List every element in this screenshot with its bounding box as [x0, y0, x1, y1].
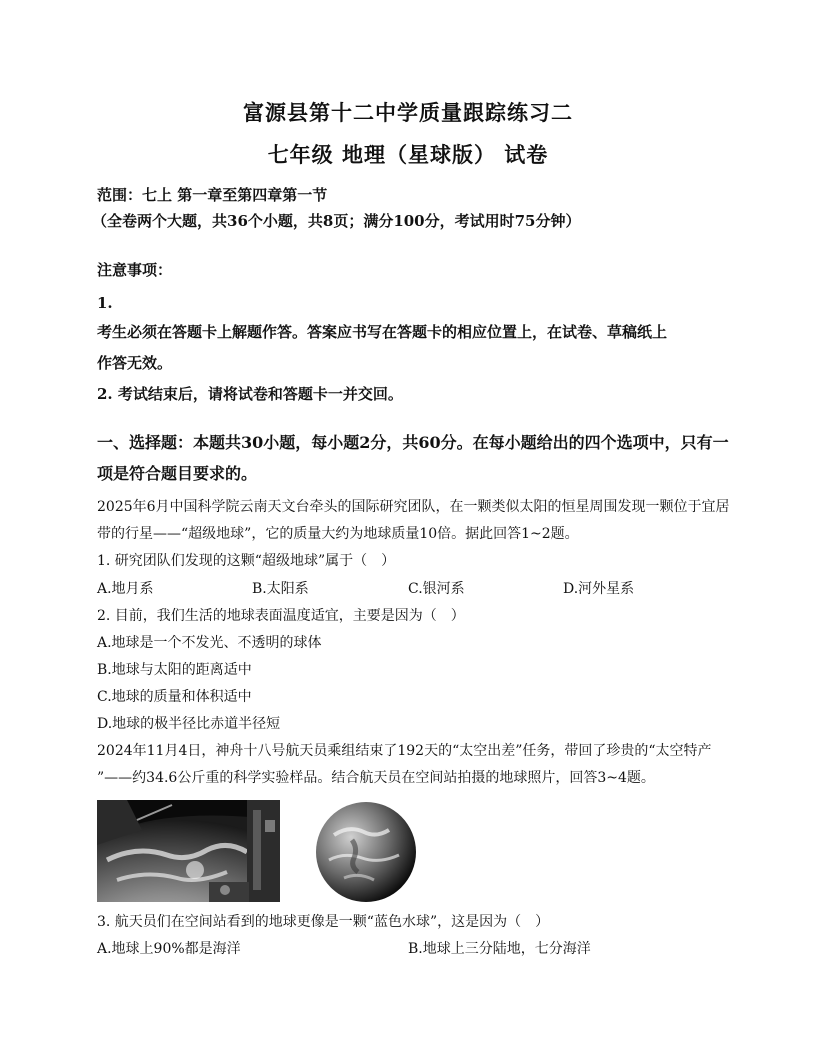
passage-1-line-1: 2025年6月中国科学院云南天文台牵头的国际研究团队，在一颗类似太阳的恒星周围发现一颗位于宜居 [97, 499, 730, 515]
question-2-stem: 2. 目前，我们生活的地球表面温度适宜，主要是因为（ ） [97, 608, 465, 624]
earth-globe-photo [314, 800, 419, 905]
exam-title: 富源县第十二中学质量跟踪练习二 [243, 100, 573, 125]
note-item-1-line-1: 考生必须在答题卡上解题作答。答案应书写在答题卡的相应位置上，在试卷、草稿纸上 [97, 323, 668, 341]
question-1-stem: 1. 研究团队们发现的这颗“超级地球”属于（ ） [97, 553, 396, 569]
question-3-option-a: A.地球上90%都是海洋 [97, 941, 241, 957]
space-station-earth-photo [97, 800, 280, 902]
note-item-2: 2. 考试结束后，请将试卷和答题卡一并交回。 [97, 385, 403, 403]
exam-subtitle: 七年级 地理（星球版） 试卷 [267, 142, 549, 167]
passage-1-line-2: 带的行星——“超级地球”，它的质量大约为地球质量10倍。据此回答1~2题。 [97, 526, 579, 542]
question-1-option-b: B.太阳系 [252, 581, 309, 597]
scope-line: 范围：七上 第一章至第四章第一节 [97, 186, 328, 204]
question-2-option-c: C.地球的质量和体积适中 [97, 689, 252, 705]
question-1-option-a: A.地月系 [97, 581, 154, 597]
note-item-1-number: 1. [97, 294, 113, 312]
exam-info-line: （全卷两个大题，共36个小题，共8页；满分100分，考试用时75分钟） [92, 212, 581, 230]
section-1-heading-line-1: 一、选择题：本题共30小题，每小题2分，共60分。在每小题给出的四个选项中，只有一 [97, 433, 729, 452]
question-1-option-d: D.河外星系 [563, 581, 635, 597]
question-1-option-c: C.银河系 [408, 581, 465, 597]
note-item-1-line-2: 作答无效。 [97, 354, 173, 372]
question-2-option-a: A.地球是一个不发光、不透明的球体 [97, 635, 322, 651]
question-2-option-b: B.地球与太阳的距离适中 [97, 662, 252, 678]
question-3-stem: 3. 航天员们在空间站看到的地球更像是一颗“蓝色水球”，这是因为（ ） [97, 914, 550, 930]
question-2-option-d: D.地球的极半径比赤道半径短 [97, 716, 281, 732]
question-3-option-b: B.地球上三分陆地，七分海洋 [408, 941, 591, 957]
passage-2-line-1: 2024年11月4日，神舟十八号航天员乘组结束了192天的“太空出差”任务，带回了珍贵的“太空特产 [97, 743, 712, 759]
passage-2-line-2: ”——约34.6公斤重的科学实验样品。结合航天员在空间站拍摄的地球照片，回答3~4题。 [97, 770, 655, 786]
section-1-heading-line-2: 项是符合题目要求的。 [97, 464, 258, 483]
notes-heading: 注意事项： [97, 261, 173, 279]
